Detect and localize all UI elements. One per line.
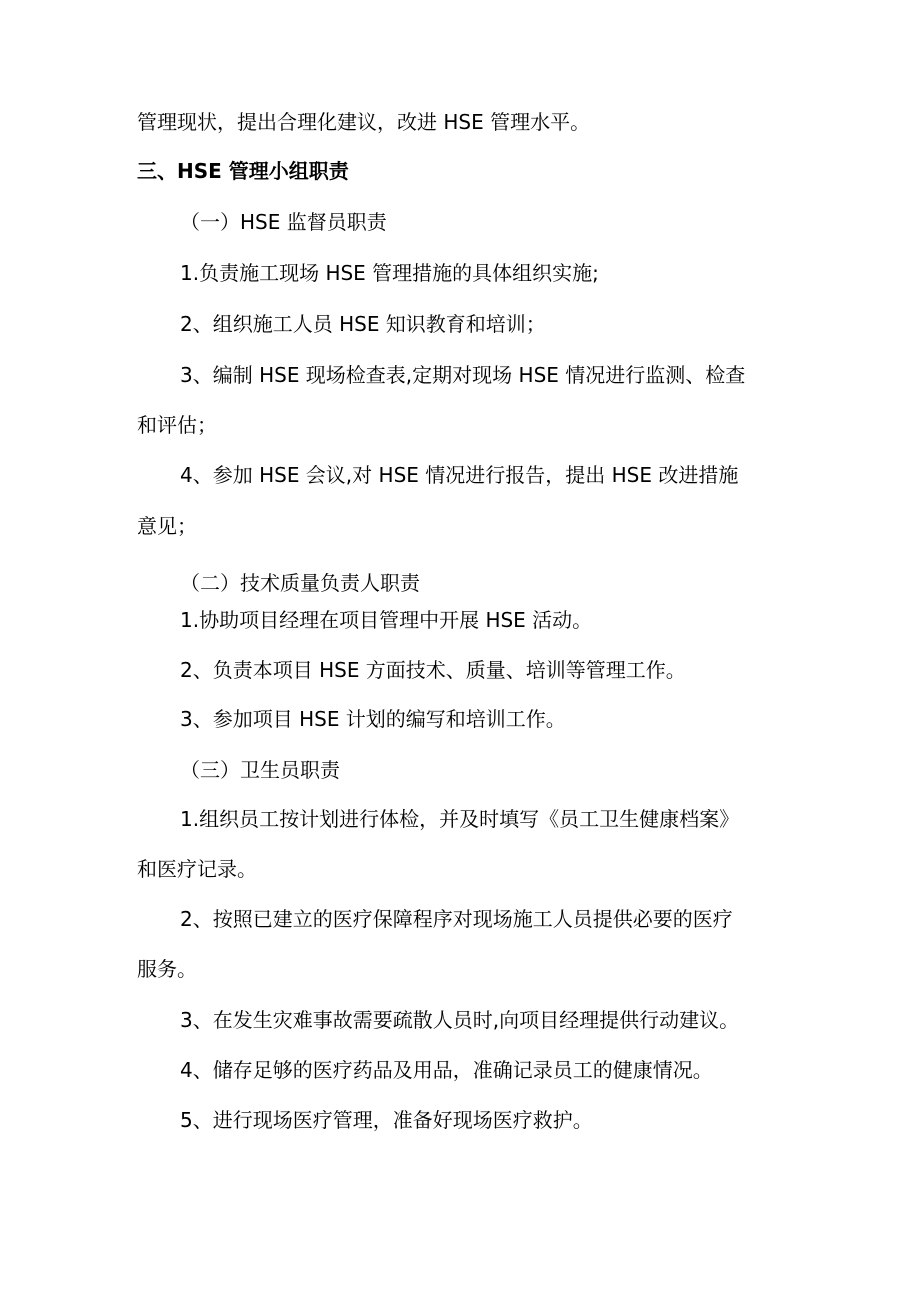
paragraph-continuation: 管理现状，提出合理化建议，改进 HSE 管理水平。	[137, 110, 591, 134]
health-duty-3: 3、在发生灾难事故需要疏散人员时,向项目经理提供行动建议。	[180, 1008, 740, 1032]
tech-quality-duty-3: 3、参加项目 HSE 计划的编写和培训工作。	[180, 707, 566, 731]
supervisor-duty-3-cont: 和评估；	[137, 413, 217, 437]
health-duty-2-cont: 服务。	[137, 957, 197, 981]
health-duty-1: 1.组织员工按计划进行体检，并及时填写《员工卫生健康档案》	[180, 807, 740, 831]
supervisor-duty-4-cont: 意见；	[137, 514, 197, 538]
subsection-heading-supervisor: （一）HSE 监督员职责	[180, 210, 387, 234]
health-duty-4: 4、储存足够的医疗药品及用品，准确记录员工的健康情况。	[180, 1058, 713, 1082]
supervisor-duty-4: 4、参加 HSE 会议,对 HSE 情况进行报告，提出 HSE 改进措施	[180, 463, 739, 487]
supervisor-duty-3: 3、编制 HSE 现场检查表,定期对现场 HSE 情况进行监测、检查	[180, 363, 746, 387]
tech-quality-duty-1: 1.协助项目经理在项目管理中开展 HSE 活动。	[180, 608, 593, 632]
supervisor-duty-2: 2、组织施工人员 HSE 知识教育和培训；	[180, 312, 546, 336]
tech-quality-duty-2: 2、负责本项目 HSE 方面技术、质量、培训等管理工作。	[180, 658, 686, 682]
supervisor-duty-1: 1.负责施工现场 HSE 管理措施的具体组织实施;	[180, 261, 599, 285]
health-duty-5: 5、进行现场医疗管理，准备好现场医疗救护。	[180, 1108, 593, 1132]
subsection-heading-tech-quality: （二）技术质量负责人职责	[180, 571, 420, 595]
health-duty-1-cont: 和医疗记录。	[137, 857, 257, 881]
health-duty-2: 2、按照已建立的医疗保障程序对现场施工人员提供必要的医疗	[180, 907, 733, 931]
section-heading: 三、HSE 管理小组职责	[137, 159, 349, 183]
subsection-heading-health: （三）卫生员职责	[180, 758, 340, 782]
